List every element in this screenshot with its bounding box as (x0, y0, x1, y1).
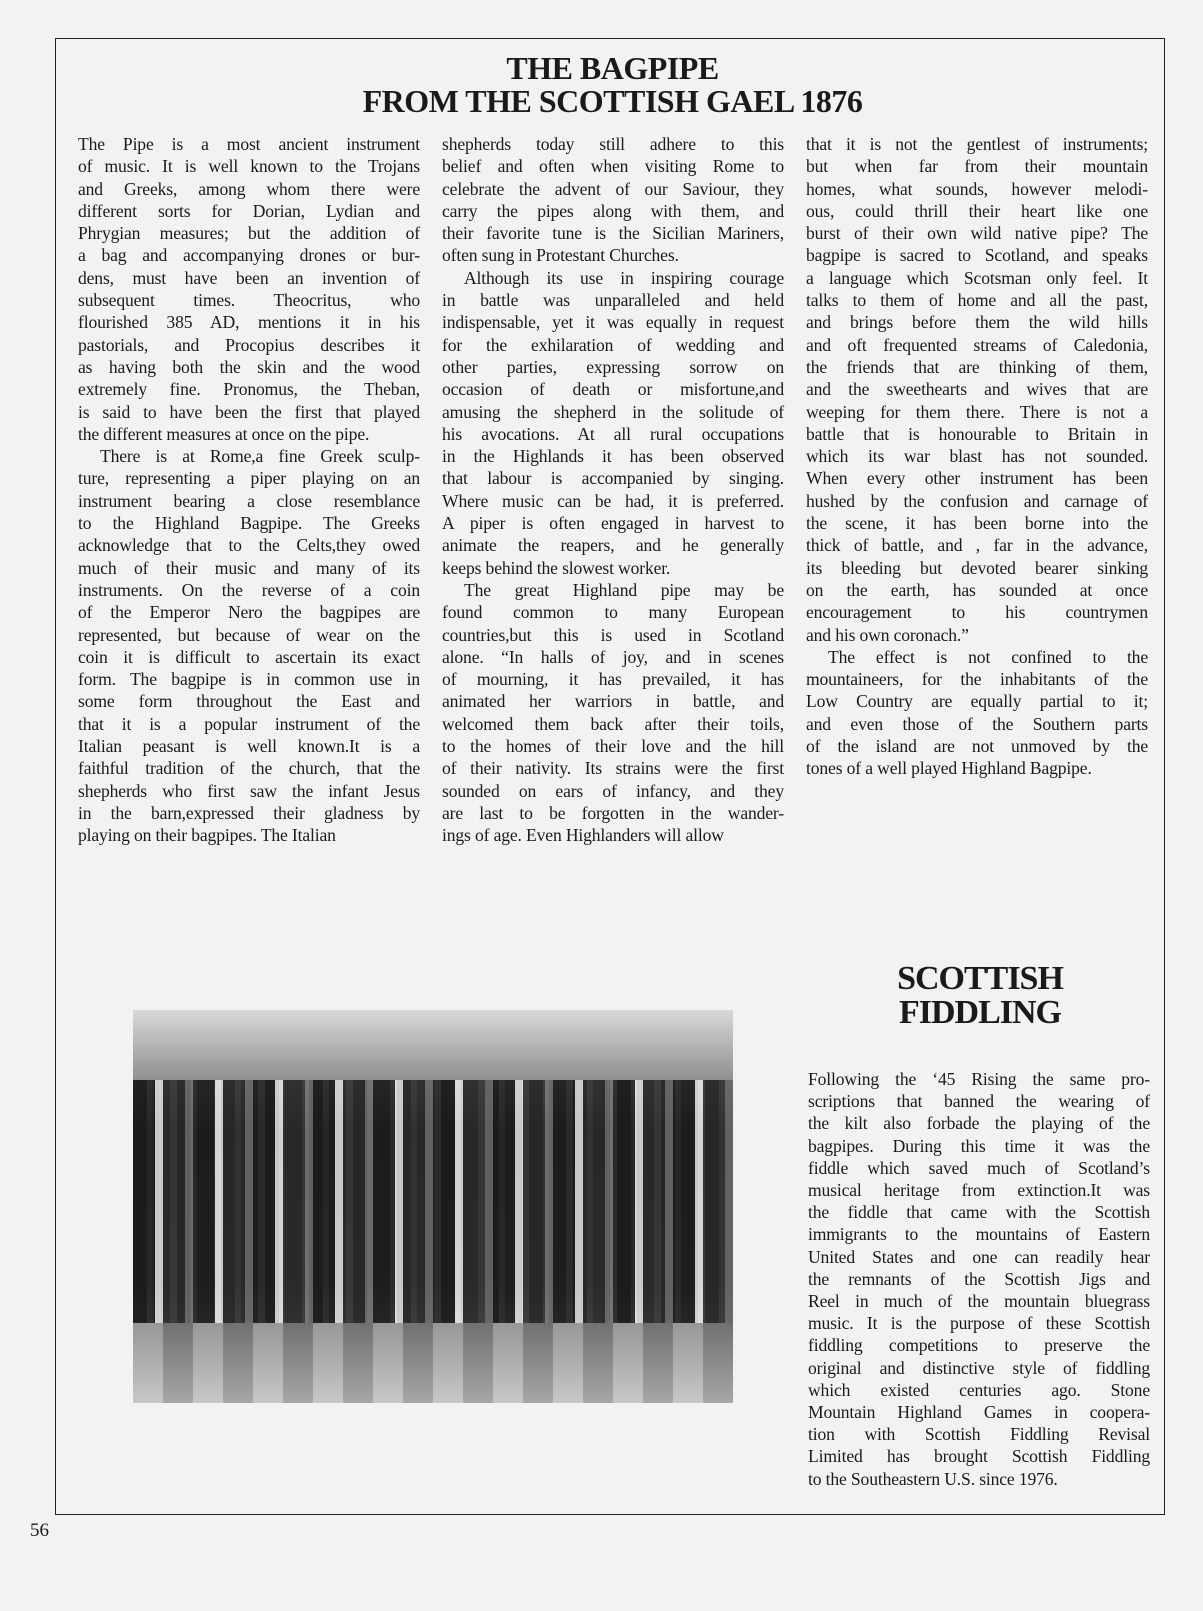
text-line: often sung in Protestant Churches. (442, 245, 679, 266)
paragraph (806, 646, 1148, 780)
text-line: When every other instrument has been (806, 468, 1148, 489)
page-number: 56 (30, 1520, 49, 1541)
text-column-2 (442, 133, 784, 847)
text-line: of their nativity. Its strains were the first (442, 758, 784, 779)
text-line: tones of a well played Highland Bagpipe. (806, 758, 1092, 779)
fiddling-heading-line-1: SCOTTISH (897, 960, 1063, 997)
paragraph (78, 133, 420, 445)
text-line: for the exhilaration of wedding and (442, 334, 784, 355)
text-line: the fiddle that came with the Scottish (808, 1202, 1150, 1223)
photo-pipers (133, 1080, 733, 1323)
text-line: ings of age. Even Highlanders will allow (442, 825, 724, 846)
text-line: dens, must have been an invention of (78, 267, 420, 288)
text-line: There is at Rome,a fine Greek sculp- (100, 446, 420, 467)
text-line: Although its use in inspiring courage (464, 267, 784, 288)
text-line: of the Emperor Nero the bagpipes are (78, 602, 420, 623)
text-line: the remnants of the Scottish Jigs and (808, 1268, 1150, 1289)
text-line: talks to them of home and all the past, (806, 290, 1148, 311)
text-line: hushed by the confusion and carnage of (806, 490, 1148, 511)
text-line: a bag and accompanying drones or bur- (78, 245, 420, 266)
text-line: in battle was unparalleled and held (442, 290, 784, 311)
article-title (0, 52, 1203, 118)
text-line: Limited has brought Scottish Fiddling (808, 1446, 1150, 1467)
text-line: acknowledge that to the Celts,they owed (78, 535, 420, 556)
text-column-3 (806, 133, 1148, 780)
text-line: the scene, it has been borne into the (806, 513, 1148, 534)
photo-ground (133, 1323, 733, 1403)
text-line: as having both the skin and the wood (78, 356, 420, 377)
text-line: the kilt also forbade the playing of the (808, 1113, 1150, 1134)
text-line: and Greeks, among whom there were (78, 178, 420, 199)
text-line: the friends that are thinking of them, (806, 356, 1148, 377)
text-line: homes, what sounds, however melodi- (806, 178, 1148, 199)
text-line: shepherds today still adhere to this (442, 134, 784, 154)
text-line: his avocations. At all rural occupations (442, 423, 784, 444)
text-line: sounded on ears of infancy, and they (442, 780, 784, 801)
text-line: extremely fine. Pronomus, the Theban, (78, 379, 420, 400)
text-line: is said to have been the first that played (78, 401, 420, 422)
text-line: are last to be forgotten in the wander- (442, 802, 784, 823)
fiddling-heading (860, 962, 1100, 1030)
photo-sky (133, 1010, 733, 1080)
text-line: and brings before them the wild hills (806, 312, 1148, 333)
text-line: and even those of the Southern parts (806, 713, 1148, 734)
text-line: animated her warriors in battle, and (442, 691, 784, 712)
text-line: coin it is difficult to ascertain its exact (78, 646, 420, 667)
text-line: Mountain Highland Games in coopera- (808, 1402, 1150, 1423)
text-line: instruments. On the reverse of a coin (78, 579, 420, 600)
fiddling-text (808, 1068, 1150, 1490)
text-line: different sorts for Dorian, Lydian and (78, 200, 420, 221)
text-line: A piper is often engaged in harvest to (442, 513, 784, 534)
text-line: tion with Scottish Fiddling Revisal (808, 1424, 1150, 1445)
bagpipe-band-photo (133, 1010, 733, 1403)
text-line: encouragement to his countrymen (806, 602, 1148, 623)
text-line: and oft frequented streams of Caledonia, (806, 334, 1148, 355)
fiddling-heading-line-2: FIDDLING (898, 994, 1062, 1031)
text-line: thick of battle, and , far in the advance, (806, 535, 1148, 556)
text-line: of music. It is well known to the Trojans (78, 156, 420, 177)
title-line-1: THE BAGPIPE (506, 50, 719, 86)
text-line: Following the ‘45 Rising the same pro- (808, 1069, 1150, 1089)
text-line: original and distinctive style of fiddling (808, 1357, 1150, 1378)
text-line: a language which Scotsman only feel. It (806, 267, 1148, 288)
paragraph (806, 133, 1148, 646)
text-line: flourished 385 AD, mentions it in his (78, 312, 420, 333)
text-line: that labour is accompanied by singing. (442, 468, 784, 489)
text-line: Where music can be had, it is preferred. (442, 490, 784, 511)
text-line: immigrants to the mountains of Eastern (808, 1224, 1150, 1245)
text-line: instrument bearing a close resemblance (78, 490, 420, 511)
text-line: keeps behind the slowest worker. (442, 557, 671, 578)
text-line: The great Highland pipe may be (464, 579, 784, 600)
text-line: faithful tradition of the church, that the (78, 758, 420, 779)
text-line: musical heritage from extinction.It was (808, 1180, 1150, 1201)
text-line: fiddle which saved much of Scotland’s (808, 1157, 1150, 1178)
paragraph (442, 579, 784, 847)
text-line: form. The bagpipe is in common use in (78, 669, 420, 690)
text-line: scriptions that banned the wearing of (808, 1091, 1150, 1112)
text-line: The Pipe is a most ancient instrument (78, 134, 420, 154)
text-line: to the homes of their love and the hill (442, 736, 784, 757)
text-line: represented, but because of wear on the (78, 624, 420, 645)
text-line: pastorials, and Procopius describes it (78, 334, 420, 355)
text-line: welcomed them back after their toils, (442, 713, 784, 734)
text-line: to the Southeastern U.S. since 1976. (808, 1468, 1058, 1489)
text-line: some form throughout the East and (78, 691, 420, 712)
text-line: belief and often when visiting Rome to (442, 156, 784, 177)
text-line: which its war blast has not sounded. (806, 446, 1148, 467)
text-line: in the Highlands it has been observed (442, 446, 784, 467)
text-line: weeping for them there. There is not a (806, 401, 1148, 422)
text-line: alone. “In halls of joy, and in scenes (442, 646, 784, 667)
text-line: that it is a popular instrument of the (78, 713, 420, 734)
text-line: countries,but this is used in Scotland (442, 624, 784, 645)
text-line: that it is not the gentlest of instruments; (806, 134, 1148, 154)
text-line: indispensable, yet it was equally in request (442, 312, 784, 333)
text-line: ous, could thrill their heart like one (806, 200, 1148, 221)
text-line: occasion of death or misfortune,and (442, 379, 784, 400)
text-line: much of their music and many of its (78, 557, 420, 578)
text-line: but when far from their mountain (806, 156, 1148, 177)
text-line: on the earth, has sounded at once (806, 579, 1148, 600)
text-line: music. It is the purpose of these Scottish (808, 1313, 1150, 1334)
paragraph (442, 133, 784, 267)
text-line: mountaineers, for the inhabitants of the (806, 669, 1148, 690)
text-line: ture, representing a piper playing on an (78, 468, 420, 489)
text-line: subsequent times. Theocritus, who (78, 290, 420, 311)
text-line: which existed centuries ago. Stone (808, 1379, 1150, 1400)
text-line: celebrate the advent of our Saviour, they (442, 178, 784, 199)
paragraph (442, 267, 784, 579)
text-line: and his own coronach.” (806, 624, 969, 645)
text-line: battle that is honourable to Britain in (806, 423, 1148, 444)
text-line: playing on their bagpipes. The Italian (78, 825, 336, 846)
text-line: its bleeding but devoted bearer sinking (806, 557, 1148, 578)
text-line: Phrygian measures; but the addition of (78, 223, 420, 244)
text-line: Italian peasant is well known.It is a (78, 736, 420, 757)
text-line: in the barn,expressed their gladness by (78, 802, 420, 823)
text-line: of the island are not unmoved by the (806, 736, 1148, 757)
text-line: Low Country are equally partial to it; (806, 691, 1148, 712)
paragraph (78, 445, 420, 846)
text-line: of mourning, it has prevailed, it has (442, 669, 784, 690)
text-column-1 (78, 133, 420, 847)
text-line: United States and one can readily hear (808, 1246, 1150, 1267)
text-line: to the Highland Bagpipe. The Greeks (78, 513, 420, 534)
text-line: their favorite tune is the Sicilian Mariners, (442, 223, 784, 244)
title-line-2: FROM THE SCOTTISH GAEL 1876 (362, 83, 863, 119)
text-line: bagpipes. During this time it was the (808, 1135, 1150, 1156)
text-line: amusing the shepherd in the solitude of (442, 401, 784, 422)
text-line: shepherds who first saw the infant Jesus (78, 780, 420, 801)
text-line: animate the reapers, and he generally (442, 535, 784, 556)
text-line: Reel in much of the mountain bluegrass (808, 1291, 1150, 1312)
text-line: found common to many European (442, 602, 784, 623)
text-line: the different measures at once on the pipe. (78, 423, 370, 444)
paragraph (808, 1068, 1150, 1490)
text-line: bagpipe is sacred to Scotland, and speaks (806, 245, 1148, 266)
text-line: other parties, expressing sorrow on (442, 356, 784, 377)
text-line: The effect is not confined to the (828, 646, 1148, 667)
text-line: burst of their own wild native pipe? The (806, 223, 1148, 244)
text-line: and the sweethearts and wives that are (806, 379, 1148, 400)
text-line: fiddling competitions to preserve the (808, 1335, 1150, 1356)
text-line: carry the pipes along with them, and (442, 200, 784, 221)
